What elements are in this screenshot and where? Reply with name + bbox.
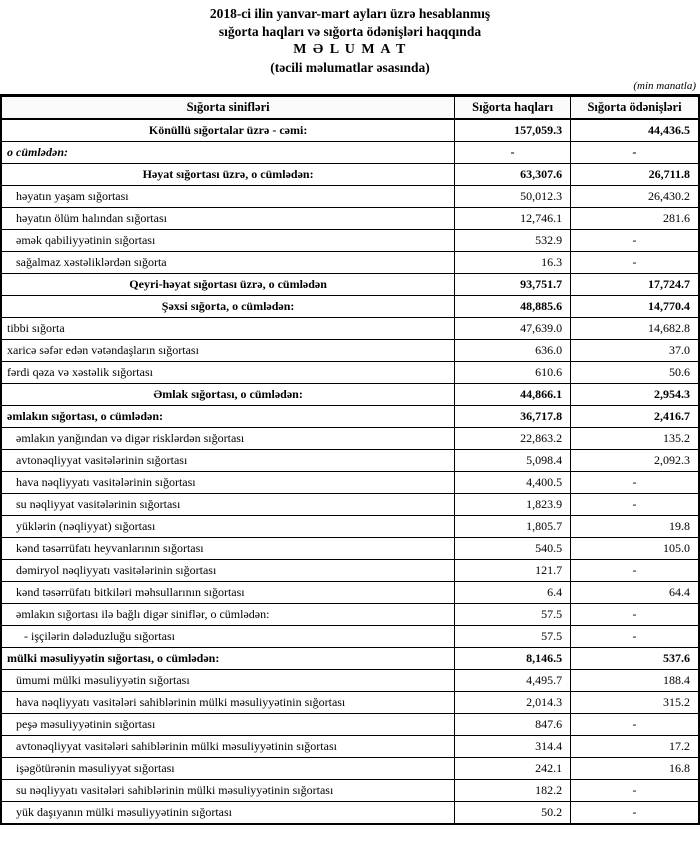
table-row: [1, 186, 699, 208]
row-label: su nəqliyyatı vasitələri sahiblərinin mülki məsuliyyətinin sığortası: [1, 780, 455, 802]
row-premium-value: 47,639.0: [455, 318, 571, 340]
table-row: [1, 560, 699, 582]
row-label: avtonəqliyyat vasitələrinin sığortası: [1, 450, 455, 472]
table-row: [1, 384, 699, 406]
row-payment-value: 26,430.2: [571, 186, 699, 208]
row-payment-value: -: [571, 604, 699, 626]
table-row: [1, 208, 699, 230]
table-body: [1, 119, 699, 824]
table-row: [1, 714, 699, 736]
row-premium-value: 847.6: [455, 714, 571, 736]
row-payment-value: -: [571, 780, 699, 802]
row-payment-value: 64.4: [571, 582, 699, 604]
row-label: əmlakın yanğından və digər risklərdən sığortası: [1, 428, 455, 450]
row-payment-value: 26,711.8: [571, 164, 699, 186]
row-premium-value: 540.5: [455, 538, 571, 560]
row-label: sağalmaz xəstəliklərdən sığorta: [1, 252, 455, 274]
table-row: [1, 802, 699, 825]
header-insurance-premiums: Sığorta haqları: [455, 95, 571, 119]
row-payment-value: 2,092.3: [571, 450, 699, 472]
row-payment-value: 537.6: [571, 648, 699, 670]
row-payment-value: 105.0: [571, 538, 699, 560]
table-row: [1, 538, 699, 560]
row-payment-value: -: [571, 802, 699, 825]
table-row: [1, 648, 699, 670]
row-premium-value: 2,014.3: [455, 692, 571, 714]
table-row: [1, 494, 699, 516]
table-row: [1, 450, 699, 472]
row-label: yük daşıyanın mülki məsuliyyətinin sığortası: [1, 802, 455, 825]
table-row: [1, 164, 699, 186]
table-row: [1, 406, 699, 428]
header-insurance-payments: Sığorta ödənişləri: [571, 95, 699, 119]
table-row: [1, 626, 699, 648]
table-row: [1, 428, 699, 450]
title-line-2: sığorta haqları və sığorta ödənişləri haqqında: [218, 23, 482, 39]
row-label: həyatın ölüm halından sığortası: [1, 208, 455, 230]
table-row: [1, 318, 699, 340]
row-premium-value: -: [455, 142, 571, 164]
row-label: Həyat sığortası üzrə, o cümlədən:: [1, 164, 455, 186]
row-premium-value: 22,863.2: [455, 428, 571, 450]
row-label: Qeyri-həyat sığortası üzrə, o cümlədən: [1, 274, 455, 296]
row-payment-value: 14,770.4: [571, 296, 699, 318]
row-payment-value: -: [571, 494, 699, 516]
row-label: Könüllü sığortalar üzrə - cəmi:: [1, 119, 455, 142]
table-row: [1, 340, 699, 362]
row-premium-value: 57.5: [455, 604, 571, 626]
table-row: [1, 362, 699, 384]
row-label: Əmlak sığortası, o cümlədən:: [1, 384, 455, 406]
row-payment-value: 19.8: [571, 516, 699, 538]
table-row: [1, 692, 699, 714]
row-payment-value: 17,724.7: [571, 274, 699, 296]
row-payment-value: 17.2: [571, 736, 699, 758]
row-label: hava nəqliyyatı vasitələri sahiblərinin mülki məsuliyyətinin sığortası: [1, 692, 455, 714]
table-row: [1, 670, 699, 692]
row-label: mülki məsuliyyətin sığortası, o cümlədən:: [1, 648, 455, 670]
row-premium-value: 48,885.6: [455, 296, 571, 318]
row-premium-value: 121.7: [455, 560, 571, 582]
row-premium-value: 1,805.7: [455, 516, 571, 538]
row-premium-value: 182.2: [455, 780, 571, 802]
row-premium-value: 50,012.3: [455, 186, 571, 208]
row-premium-value: 8,146.5: [455, 648, 571, 670]
table-row: [1, 274, 699, 296]
row-premium-value: 5,098.4: [455, 450, 571, 472]
table-row: [1, 582, 699, 604]
row-payment-value: 2,416.7: [571, 406, 699, 428]
title-line-4: (təcili məlumatlar əsasında): [270, 60, 430, 76]
table-row: [1, 736, 699, 758]
unit-note: (min manatla): [633, 79, 696, 92]
title-line-3: M Ə L U M A T: [293, 41, 407, 57]
row-payment-value: -: [571, 560, 699, 582]
table-row: [1, 604, 699, 626]
row-label: əmlakın sığortası ilə bağlı digər siniflər, o cümlədən:: [1, 604, 455, 626]
row-premium-value: 610.6: [455, 362, 571, 384]
row-label: dəmiryol nəqliyyatı vasitələrinin sığortası: [1, 560, 455, 582]
table-row: [1, 252, 699, 274]
row-payment-value: -: [571, 142, 699, 164]
row-label: kənd təsərrüfatı bitkiləri məhsullarının sığortası: [1, 582, 455, 604]
row-payment-value: 2,954.3: [571, 384, 699, 406]
row-payment-value: 16.8: [571, 758, 699, 780]
row-premium-value: 242.1: [455, 758, 571, 780]
row-premium-value: 1,823.9: [455, 494, 571, 516]
row-label: fərdi qəza və xəstəlik sığortası: [1, 362, 455, 384]
row-premium-value: 93,751.7: [455, 274, 571, 296]
header-insurance-classes: Sığorta sinifləri: [1, 95, 455, 119]
row-label: ümumi mülki məsuliyyətin sığortası: [1, 670, 455, 692]
row-premium-value: 36,717.8: [455, 406, 571, 428]
row-premium-value: 50.2: [455, 802, 571, 825]
row-label: - işçilərin dələduzluğu sığortası: [1, 626, 455, 648]
row-payment-value: -: [571, 626, 699, 648]
row-premium-value: 16.3: [455, 252, 571, 274]
row-premium-value: 12,746.1: [455, 208, 571, 230]
row-label: kənd təsərrüfatı heyvanlarının sığortası: [1, 538, 455, 560]
table-row: [1, 142, 699, 164]
row-label: əmək qabiliyyətinin sığortası: [1, 230, 455, 252]
row-label: işəgötürənin məsuliyyət sığortası: [1, 758, 455, 780]
table-row: [1, 119, 699, 142]
row-payment-value: 188.4: [571, 670, 699, 692]
table-row: [1, 780, 699, 802]
row-payment-value: -: [571, 714, 699, 736]
row-label: tibbi sığorta: [1, 318, 455, 340]
table-row: [1, 758, 699, 780]
row-premium-value: 532.9: [455, 230, 571, 252]
row-label: yüklərin (nəqliyyat) sığortası: [1, 516, 455, 538]
row-label: avtonəqliyyat vasitələri sahiblərinin mülki məsuliyyətinin sığortası: [1, 736, 455, 758]
row-payment-value: -: [571, 230, 699, 252]
row-payment-value: 50.6: [571, 362, 699, 384]
row-payment-value: -: [571, 472, 699, 494]
row-payment-value: 315.2: [571, 692, 699, 714]
row-payment-value: 44,436.5: [571, 119, 699, 142]
table-row: [1, 296, 699, 318]
row-payment-value: 281.6: [571, 208, 699, 230]
row-label: su nəqliyyat vasitələrinin sığortası: [1, 494, 455, 516]
row-premium-value: 57.5: [455, 626, 571, 648]
row-label: xaricə səfər edən vətəndaşların sığortası: [1, 340, 455, 362]
row-label: hava nəqliyyatı vasitələrinin sığortası: [1, 472, 455, 494]
report-title: [0, 0, 700, 77]
table-row: [1, 516, 699, 538]
row-premium-value: 44,866.1: [455, 384, 571, 406]
row-premium-value: 636.0: [455, 340, 571, 362]
row-label: peşə məsuliyyətinin sığortası: [1, 714, 455, 736]
row-premium-value: 4,400.5: [455, 472, 571, 494]
table-header-row: [1, 95, 699, 119]
row-label: həyatın yaşam sığortası: [1, 186, 455, 208]
row-premium-value: 157,059.3: [455, 119, 571, 142]
table-row: [1, 230, 699, 252]
row-payment-value: 14,682.8: [571, 318, 699, 340]
title-line-1: 2018-ci ilin yanvar-mart ayları üzrə hesablanmış: [209, 6, 491, 21]
table-row: [1, 472, 699, 494]
row-payment-value: 135.2: [571, 428, 699, 450]
row-premium-value: 6.4: [455, 582, 571, 604]
row-payment-value: 37.0: [571, 340, 699, 362]
insurance-table: [0, 94, 700, 826]
row-label: Şəxsi sığorta, o cümlədən:: [1, 296, 455, 318]
row-premium-value: 4,495.7: [455, 670, 571, 692]
row-premium-value: 314.4: [455, 736, 571, 758]
row-label: əmlakın sığortası, o cümlədən:: [1, 406, 455, 428]
row-premium-value: 63,307.6: [455, 164, 571, 186]
row-label: o cümlədən:: [1, 142, 455, 164]
row-payment-value: -: [571, 252, 699, 274]
